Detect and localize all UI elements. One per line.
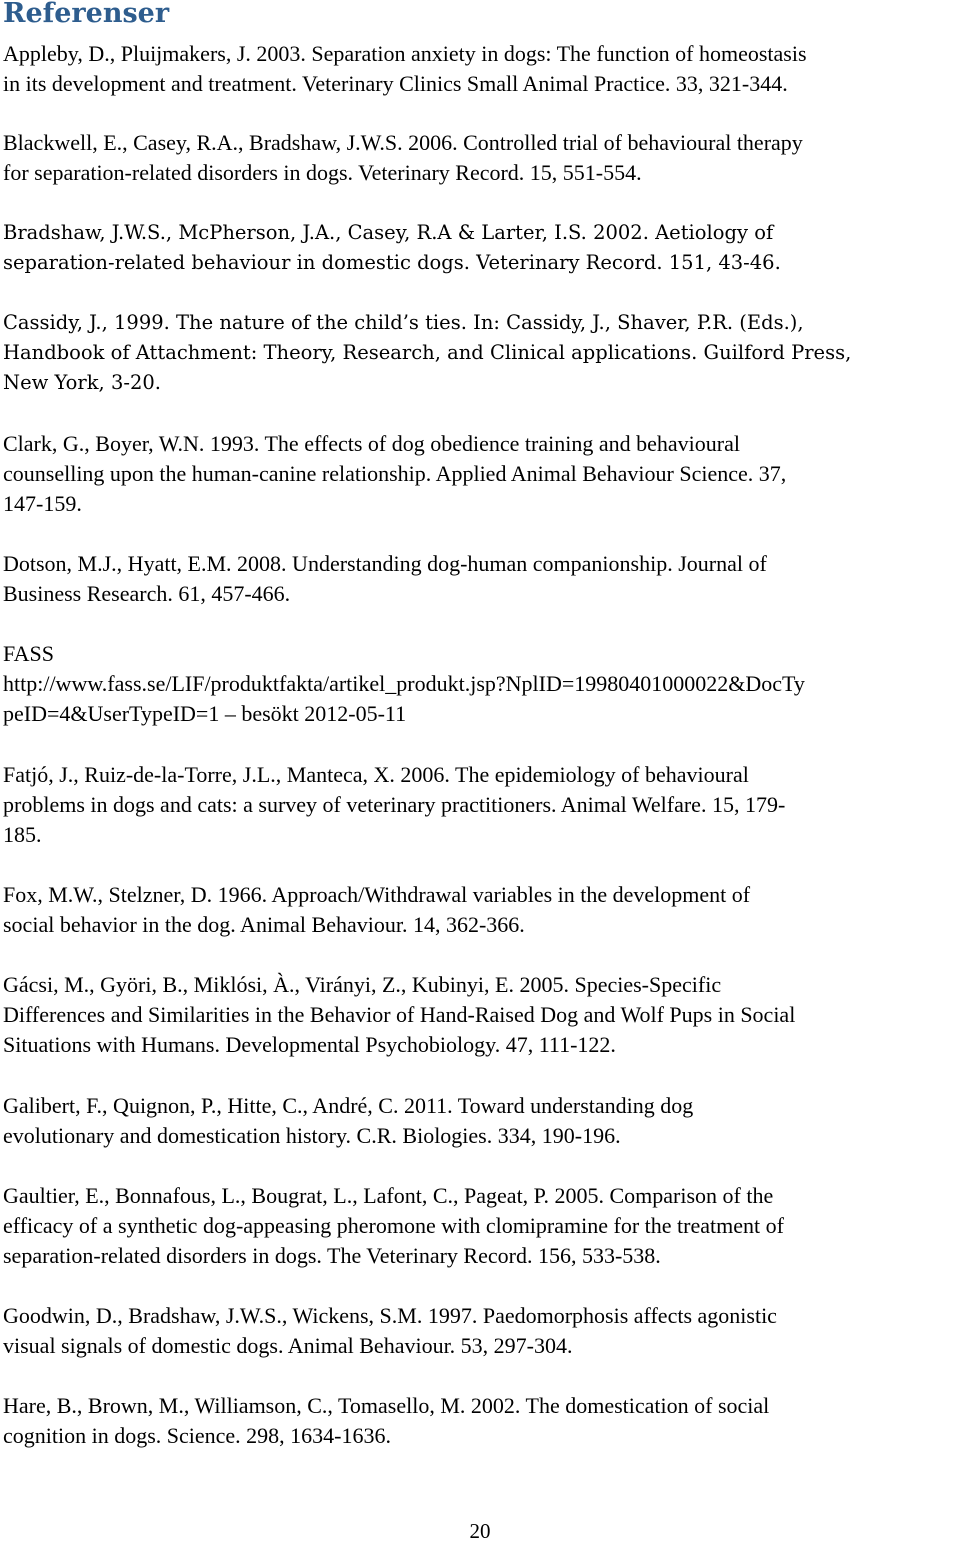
reference-hare-2002: Hare, B., Brown, M., Williamson, C., Tomasello, M. 2002. The domestication of social cognition in dogs. Science. 298, 1634-1636.	[3, 1393, 770, 1449]
page-number: 20	[469, 1519, 491, 1543]
section-heading: Referenser	[3, 0, 170, 29]
reference-cassidy-1999: Cassidy, J., 1999. The nature of the child’s ties. In: Cassidy, J., Shaver, P.R. (Eds.), Handbook of Attachment: Theory, Research, and Clinical applications. Guilford Press, New York, 3-20.	[3, 311, 852, 395]
reference-fatjo-2006: Fatjó, J., Ruiz-de-la-Torre, J.L., Manteca, X. 2006. The epidemiology of behavioural problems in dogs and cats: a survey of veterinary practitioners. Animal Welfare. 15, 179- 185.	[3, 762, 786, 848]
reference-bradshaw-2002: Bradshaw, J.W.S., McPherson, J.A., Casey, R.A & Larter, I.S. 2002. Aetiology of separation-related behaviour in domestic dogs. Veterinary Record. 151, 43-46.	[3, 221, 781, 275]
reference-gaultier-2005: Gaultier, E., Bonnafous, L., Bougrat, L., Lafont, C., Pageat, P. 2005. Comparison of the efficacy of a synthetic dog-appeasing pheromone with clomipramine for the treatment of separation-related disorders in dogs. The Veterinary Record. 156, 533-538.	[3, 1183, 784, 1269]
reference-goodwin-1997: Goodwin, D., Bradshaw, J.W.S., Wickens, S.M. 1997. Paedomorphosis affects agonistic visual signals of domestic dogs. Animal Behaviour. 53, 297-304.	[3, 1303, 777, 1359]
reference-blackwell-2006: Blackwell, E., Casey, R.A., Bradshaw, J.W.S. 2006. Controlled trial of behavioural therapy for separation-related disorders in dogs. Veterinary Record. 15, 551-554.	[3, 130, 803, 186]
reference-galibert-2011: Galibert, F., Quignon, P., Hitte, C., André, C. 2011. Toward understanding dog evolutionary and domestication history. C.R. Biologies. 334, 190-196.	[3, 1093, 694, 1149]
reference-fass: FASS http://www.fass.se/LIF/produktfakta/artikel_produkt.jsp?NplID=19980401000022&DocTy peID=4&UserTypeID=1 – besökt 2012-05-11	[3, 641, 805, 727]
reference-clark-1993: Clark, G., Boyer, W.N. 1993. The effects of dog obedience training and behavioural counselling upon the human-canine relationship. Applied Animal Behaviour Science. 37, 147-159.	[3, 431, 787, 517]
reference-gacsi-2005: Gácsi, M., Györi, B., Miklósi, À., Virányi, Z., Kubinyi, E. 2005. Species-Specific Differences and Similarities in the Behavior of Hand-Raised Dog and Wolf Pups in Social Situations with Humans. Developmental Psychobiology. 47, 111-122.	[3, 972, 796, 1058]
reference-fox-1966: Fox, M.W., Stelzner, D. 1966. Approach/Withdrawal variables in the development of social behavior in the dog. Animal Behaviour. 14, 362-366.	[3, 882, 751, 938]
reference-appleby-2003: Appleby, D., Pluijmakers, J. 2003. Separation anxiety in dogs: The function of homeostasis in its development and treatment. Veterinary Clinics Small Animal Practice. 33, 321-344.	[3, 41, 807, 97]
reference-dotson-2008: Dotson, M.J., Hyatt, E.M. 2008. Understanding dog-human companionship. Journal of Business Research. 61, 457-466.	[3, 551, 767, 607]
